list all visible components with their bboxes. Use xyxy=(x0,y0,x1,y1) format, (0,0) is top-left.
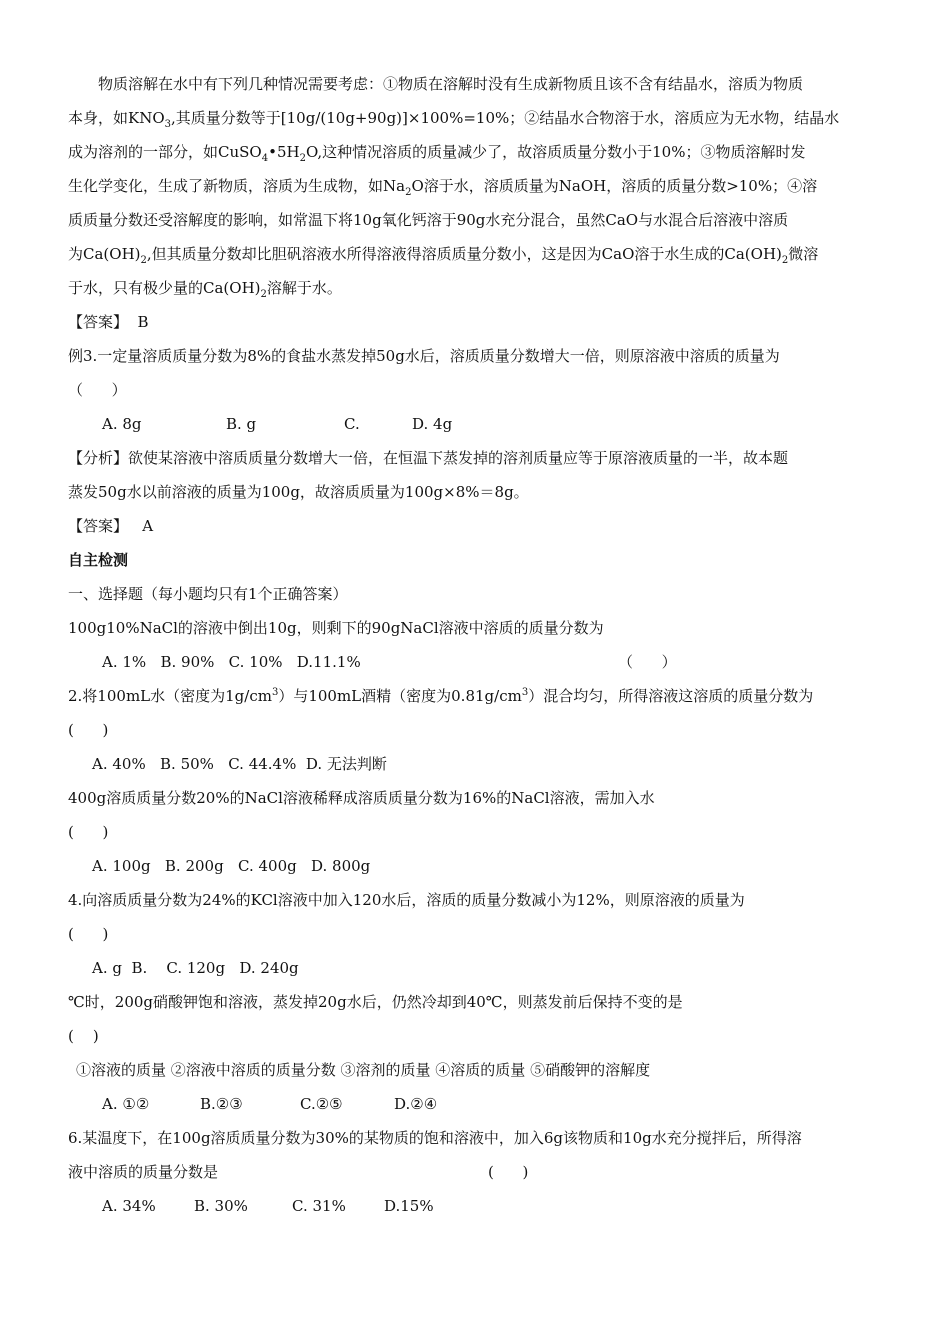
text: 于水，只有极少量的Ca(OH) xyxy=(68,279,261,297)
text: •5H xyxy=(268,143,300,161)
text: 成为溶剂的一部分，如CuSO xyxy=(68,143,262,161)
question-2 xyxy=(68,686,813,706)
intro-line-4 xyxy=(68,176,817,196)
superscript: 3 xyxy=(271,687,279,698)
text: 物质溶解在水中有下列几种情况需要考虑：①物质在溶解时没有生成新物质且该不含有结晶水，溶质为物质 xyxy=(98,75,804,93)
question-6-option-c: C. 31% xyxy=(292,1197,346,1215)
question-3: 400g溶质质量分数20%的NaCl溶液稀释成溶质质量分数为16%的NaCl溶液，需加入水 xyxy=(68,789,655,807)
text: 为Ca(OH) xyxy=(68,245,141,263)
example-3-question: 例3.一定量溶质质量分数为8%的食盐水蒸发掉50g水后，溶质质量分数增大一倍，则原溶液中溶质的质量为 xyxy=(68,347,780,365)
subscript: 2 xyxy=(405,187,412,198)
superscript: 3 xyxy=(521,687,529,698)
text: 微溶 xyxy=(788,245,819,263)
example-3-option-a: A. 8g xyxy=(102,415,142,433)
question-1-options: A. 1% B. 90% C. 10% D.11.1% xyxy=(102,653,361,671)
subscript: 4 xyxy=(261,153,269,164)
subscript: 2 xyxy=(781,255,789,266)
question-5-items: ①溶液的质量 ②溶液中溶质的质量分数 ③溶剂的质量 ④溶质的质量 ⑤硝酸钾的溶解度 xyxy=(76,1061,651,1079)
example-3-option-c: C. xyxy=(344,415,360,433)
subscript: 3 xyxy=(164,119,172,130)
question-5-option-a: A. ①② xyxy=(102,1095,150,1113)
subscript: 2 xyxy=(299,153,306,164)
question-6-paren: ( ) xyxy=(488,1163,529,1181)
question-5-option-b: B.②③ xyxy=(200,1095,243,1113)
question-1: 100g10%NaCl的溶液中倒出10g，则剩下的90gNaCl溶液中溶质的质量分数为 xyxy=(68,619,604,637)
intro-line-6 xyxy=(68,244,818,264)
example-3-option-d: D. 4g xyxy=(412,415,453,433)
section-subtitle: 一、选择题（每小题均只有1个正确答案） xyxy=(68,585,348,603)
section-title: 自主检测 xyxy=(68,551,129,569)
text: O溶于水，溶质质量为NaOH，溶质的质量分数>10%；④溶 xyxy=(411,177,818,195)
intro-line-5: 质质量分数还受溶解度的影响，如常温下将10g氧化钙溶于90g水充分混合，虽然CaO与水混合后溶液中溶质 xyxy=(68,211,789,229)
question-5-paren: ( ) xyxy=(68,1027,99,1045)
question-6-option-d: D.15% xyxy=(384,1197,434,1215)
question-4-paren: ( ) xyxy=(68,925,109,943)
question-2-options: A. 40% B. 50% C. 44.4% D. 无法判断 xyxy=(92,755,387,773)
text: ,其质量分数等于[10g/(10g+90g)]×100%=10%；②结晶水合物溶于水，溶质应为无水物，结晶水 xyxy=(171,109,840,127)
question-2-paren: ( ) xyxy=(68,721,109,739)
question-6-line-2: 液中溶质的质量分数是 xyxy=(68,1163,219,1181)
answer-2: 【答案】 A xyxy=(68,517,154,535)
question-5-option-d: D.②④ xyxy=(394,1095,438,1113)
example-3-analysis-2: 蒸发50g水以前溶液的质量为100g，故溶质质量为100g×8%＝8g。 xyxy=(68,483,529,501)
text: ,但其质量分数却比胆矾溶液水所得溶液得溶质质量分数小，这是因为CaO溶于水生成的Ca(OH) xyxy=(146,245,782,263)
question-6-option-b: B. 30% xyxy=(194,1197,248,1215)
intro-line-7 xyxy=(68,278,342,298)
question-1-paren: （ ） xyxy=(618,653,677,671)
question-5: ℃时，200g硝酸钾饱和溶液，蒸发掉20g水后，仍然冷却到40℃，则蒸发前后保持不变的是 xyxy=(68,993,683,1011)
text: ）混合均匀，所得溶液这溶质的质量分数为 xyxy=(528,687,814,705)
text: 2.将100mL水（密度为1g/cm xyxy=(68,687,272,705)
text: ）与100mL酒精（密度为0.81g/cm xyxy=(278,687,522,705)
subscript: 2 xyxy=(260,289,267,300)
example-3-paren: （ ） xyxy=(68,381,127,399)
question-3-paren: ( ) xyxy=(68,823,109,841)
question-3-options: A. 100g B. 200g C. 400g D. 800g xyxy=(92,857,371,875)
subscript: 2 xyxy=(140,255,147,266)
question-4: 4.向溶质质量分数为24%的KCl溶液中加入120水后，溶质的质量分数减小为12%，则原溶液的质量为 xyxy=(68,891,745,909)
question-4-options: A. g B. C. 120g D. 240g xyxy=(92,959,299,977)
example-3-analysis-1: 【分析】欲使某溶液中溶质质量分数增大一倍，在恒温下蒸发掉的溶剂质量应等于原溶液质量的一半，故本题 xyxy=(68,449,789,467)
intro-line-2 xyxy=(68,108,839,128)
text: 溶解于水。 xyxy=(266,279,342,297)
example-3-option-b: B. g xyxy=(226,415,257,433)
question-6-line-1: 6.某温度下，在100g溶质质量分数为30%的某物质的饱和溶液中，加入6g该物质和10g水充分搅拌后，所得溶 xyxy=(68,1129,802,1147)
text: 生化学变化，生成了新物质，溶质为生成物，如Na xyxy=(68,177,406,195)
text: O,这种情况溶质的质量减少了，故溶质质量分数小于10%；③物质溶解时发 xyxy=(305,143,806,161)
intro-line-1 xyxy=(98,74,803,94)
text: 本身，如KNO xyxy=(68,109,165,127)
answer-1: 【答案】 B xyxy=(68,313,149,331)
question-5-option-c: C.②⑤ xyxy=(300,1095,343,1113)
question-6-option-a: A. 34% xyxy=(102,1197,156,1215)
intro-line-3 xyxy=(68,142,805,162)
